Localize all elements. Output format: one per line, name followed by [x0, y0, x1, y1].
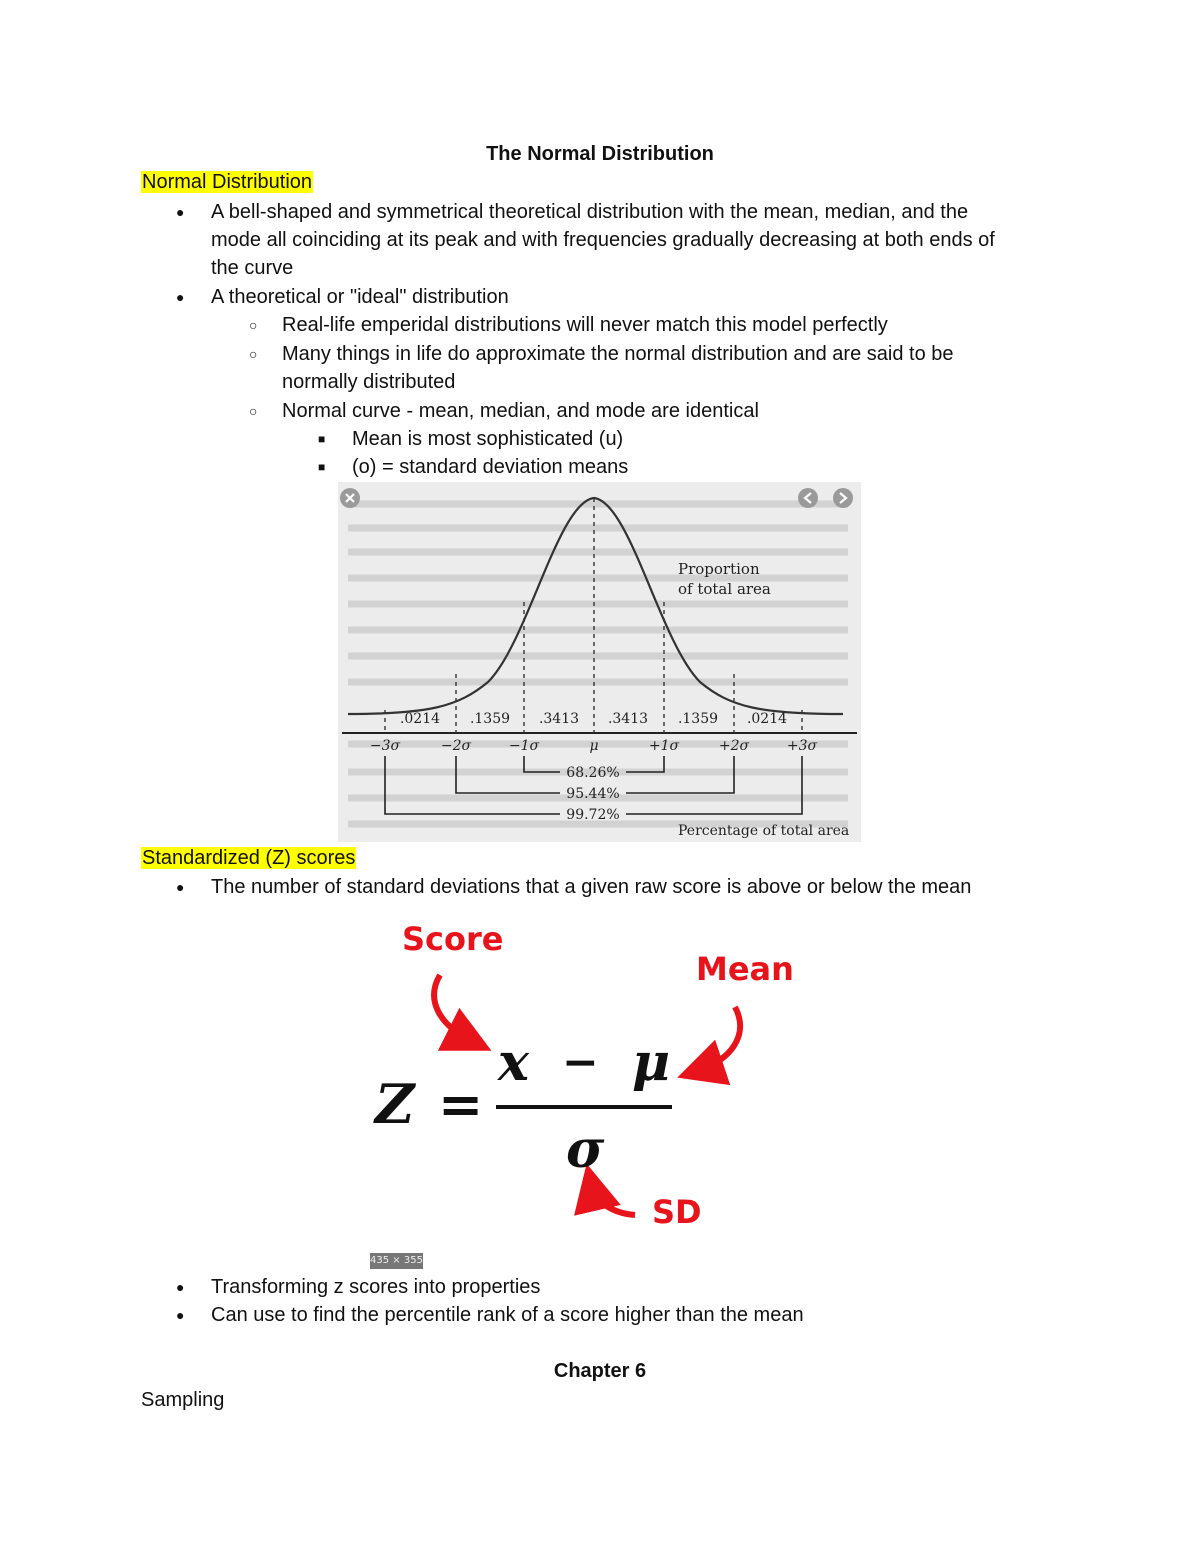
area-label: .3413: [607, 711, 649, 727]
section-heading-z-scores: [141, 844, 356, 872]
bullet-text: A theoretical or "ideal" distribution: [211, 286, 509, 308]
z-score-formula-figure: [370, 915, 810, 1235]
axis-tick-label: −2σ: [440, 738, 472, 754]
chapter-heading: Chapter 6: [553, 1360, 647, 1382]
bullet-circle-icon: ○: [249, 317, 258, 333]
bullet-dot-icon: ●: [176, 879, 185, 895]
bullet-dot-icon: ●: [176, 1307, 185, 1323]
close-icon[interactable]: [340, 488, 360, 508]
percentage-label: 95.44%: [566, 786, 620, 802]
area-label: .0214: [399, 711, 441, 727]
image-size-badge: 435 × 355: [370, 1253, 423, 1269]
page-title: The Normal Distribution: [486, 143, 714, 165]
percentage-label: 99.72%: [566, 807, 620, 823]
area-label: .3413: [538, 711, 580, 727]
chapter-first-line: Sampling: [141, 1389, 225, 1411]
bullet-dot-icon: ●: [176, 1279, 185, 1295]
axis-tick-label: +2σ: [718, 738, 750, 754]
sd-label: SD: [652, 1193, 702, 1231]
axis-tick-label: −3σ: [369, 738, 401, 754]
sub-bullet-text: normally distributed: [282, 371, 456, 393]
bullet-square-icon: ■: [318, 432, 326, 446]
bullet-text: Transforming z scores into properties: [211, 1276, 541, 1298]
formula-minus: −: [562, 1037, 599, 1088]
sigma-dividers: [385, 498, 802, 733]
sub-sub-bullet-text: Mean is most sophisticated (u): [352, 428, 624, 450]
sd-arrow-icon: [592, 1187, 635, 1215]
score-arrow-icon: [434, 975, 470, 1040]
sub-bullet-text: Many things in life do approximate the normal distribution and are said to be: [282, 343, 954, 365]
bullet-text: The number of standard deviations that a given raw score is above or below the mean: [211, 876, 972, 898]
sub-sub-bullet-text: (o) = standard deviation means: [352, 456, 629, 478]
area-label: .1359: [677, 711, 719, 727]
percentage-label: 68.26%: [566, 765, 620, 781]
bullet-circle-icon: ○: [249, 346, 258, 362]
axis-tick-label: −1σ: [508, 738, 540, 754]
proportion-label: Proportion: [678, 560, 760, 578]
bullet-dot-icon: ●: [176, 204, 185, 220]
bullet-dot-icon: ●: [176, 289, 185, 305]
area-label: .0214: [746, 711, 788, 727]
bullet-square-icon: ■: [318, 460, 326, 474]
formula-x: x: [498, 1032, 530, 1093]
bullet-circle-icon: ○: [249, 403, 258, 419]
chevron-left-icon[interactable]: [798, 488, 818, 508]
sub-bullet-text: Real-life emperidal distributions will never match this model perfectly: [282, 314, 888, 336]
axis-tick-label: μ: [589, 738, 599, 754]
highlighted-heading: Standardized (Z) scores: [142, 847, 356, 869]
mean-label: Mean: [696, 950, 794, 988]
formula-z: Z: [375, 1072, 415, 1136]
z-formula-svg: [370, 915, 810, 1235]
chevron-right-icon[interactable]: [833, 488, 853, 508]
formula-equals: =: [438, 1072, 484, 1136]
axis-tick-label: +1σ: [648, 738, 680, 754]
section-heading-normal-distribution: [141, 168, 313, 196]
proportion-label: of total area: [678, 580, 771, 598]
bullet-text: Can use to find the percentile rank of a score higher than the mean: [211, 1304, 804, 1326]
highlighted-heading: Normal Distribution: [142, 171, 313, 193]
normal-curve-figure: [338, 482, 861, 842]
formula-sigma: σ: [566, 1119, 605, 1180]
normal-curve-svg: [338, 482, 861, 842]
mean-arrow-icon: [700, 1007, 740, 1070]
percentage-of-total-area-label: Percentage of total area: [678, 823, 850, 839]
bullet-text: the curve: [211, 257, 294, 279]
sub-bullet-text: Normal curve - mean, median, and mode are identical: [282, 400, 759, 422]
bullet-text: A bell-shaped and symmetrical theoretical distribution with the mean, median, and the: [211, 201, 969, 223]
score-label: Score: [402, 920, 504, 958]
axis-tick-label: +3σ: [786, 738, 818, 754]
area-label: .1359: [469, 711, 511, 727]
bullet-text: mode all coinciding at its peak and with frequencies gradually decreasing at both ends of: [211, 229, 995, 251]
formula-mu: μ: [632, 1032, 671, 1093]
